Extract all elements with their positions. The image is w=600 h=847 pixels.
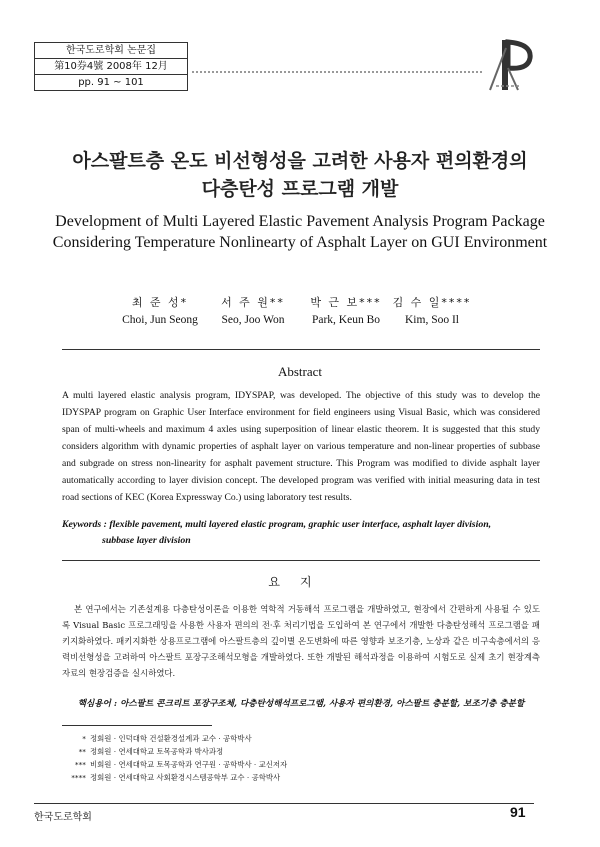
keywords-line-1: Keywords : flexible pavement, multi layered elastic program, graphic user interface, asphalt layer division, [62, 519, 492, 530]
affiliations [62, 732, 540, 784]
title-ko-line-2: 다층탄성 프로그램 개발 [201, 178, 399, 200]
abstract-body: A multi layered elastic analysis program, IDYSPAP, was developed. The objective of this study was to develop the IDYSPAP program on Graphic User Interface environment for field engineers using Visual Basic, which was considered span of multi-wheels and maximum 4 axles using superposition of linear elastic theorem. It is suggested that this study considers algorithm with dynamic properties of asphalt layer on various temperature and non-linear properties of subbase and subgrade on stress non-linearity for asphalt pavement structure. This Program was modified to divide asphalt layer automatically according to layer division concept. The developed program was verified with initial measuring data in test road sections of KEC (Korea Expressway Co.) using laboratory test results. [62, 390, 540, 503]
page-number: 91 [510, 804, 526, 820]
society-logo-icon [488, 38, 534, 92]
author-2-en: Seo, Joo Won [221, 314, 285, 326]
footer-rule [34, 803, 534, 804]
yoji-keywords: 핵심용어 : 아스팔트 콘크리트 포장구조체, 다층탄성해석프로그램, 사용자 편의환경, 아스팔트 층분할, 보조기층 층분할 [77, 699, 525, 709]
affiliation-2-text: 정회원 · 연세대학교 토목공학과 박사과정 [90, 747, 224, 756]
title-en-line-1: Development of Multi Layered Elastic Pavement Analysis Program Package [55, 213, 545, 230]
affiliation-1 [62, 732, 540, 745]
affiliation-3-mark: *** [74, 760, 86, 769]
title-en-line-2: Considering Temperature Nonlinearty of Asphalt Layer on GUI Environment [52, 234, 548, 251]
author-3-ko: 박 근 보*** [310, 296, 382, 309]
journal-pages: pp. 91 ~ 101 [78, 77, 144, 88]
author-1-en: Choi, Jun Seong [122, 314, 198, 326]
affiliation-1-mark: * [82, 734, 86, 743]
journal-volume: 第10券4號 2008年 12月 [35, 59, 187, 75]
abstract-heading: Abstract [277, 364, 323, 379]
author-1-ko: 최 준 성* [131, 296, 189, 309]
journal-info-box [34, 42, 188, 91]
affiliation-3-text: 비회원 · 연세대학교 토목공학과 연구원 · 공학박사 · 교신저자 [90, 760, 288, 769]
author-2-ko: 서 주 원** [221, 296, 285, 309]
keywords [62, 517, 540, 549]
affiliation-4-mark: **** [71, 773, 86, 782]
title-ko-line-1: 아스팔트층 온도 비선형성을 고려한 사용자 편의환경의 [72, 150, 528, 172]
affiliation-4-text: 정회원 · 연세대학교 사회환경시스템공학부 교수 · 공학박사 [90, 773, 281, 782]
author-4 [372, 294, 492, 326]
affiliation-rule [62, 725, 212, 726]
abstract-top-rule [62, 349, 540, 350]
journal-name: 한국도로학회 논문집 [35, 43, 187, 59]
yoji-heading: 요지 [268, 575, 332, 589]
affiliation-4 [62, 771, 540, 784]
header-dotted-rule [192, 71, 482, 73]
author-4-ko: 김 수 일**** [392, 296, 472, 309]
keywords-line-2: subbase layer division [102, 535, 191, 546]
author-3-en: Park, Keun Bo [311, 314, 381, 326]
yoji-body: 본 연구에서는 기존설계용 다층탄성이론을 이용한 역학적 거동해석 프로그램을 개발하였고, 현장에서 간편하게 사용될 수 있도록 Visual Basic 프로그래밍을 사용한 사용자 편의의 전·후 처리기법을 도입하여 본 연구에서 개발한 다층탄성해석 프로그램을 패키지화하였다. 패키지화한 상용프로그램에 아스팔트층의 깊이별 온도변화에 따른 영향과 보조기층, 노상과 같은 비구속층에서의 응력비선형성을 고려하여 아스팔트 포장구조해석모형을 개발하였다. 또한 개발된 해석과정을 이용하여 시험도로 실제 초기 현장계측자료의 현장검증을 실시하였다. [62, 604, 540, 678]
affiliation-1-text: 정회원 · 인덕대학 건설환경설계과 교수 · 공학박사 [90, 734, 252, 743]
footer-society: 한국도로학회 [34, 812, 92, 823]
affiliation-3 [62, 758, 540, 771]
yoji-top-rule [62, 560, 540, 561]
affiliation-2 [62, 745, 540, 758]
affiliation-2-mark: ** [78, 747, 86, 756]
author-4-en: Kim, Soo Il [405, 314, 459, 326]
